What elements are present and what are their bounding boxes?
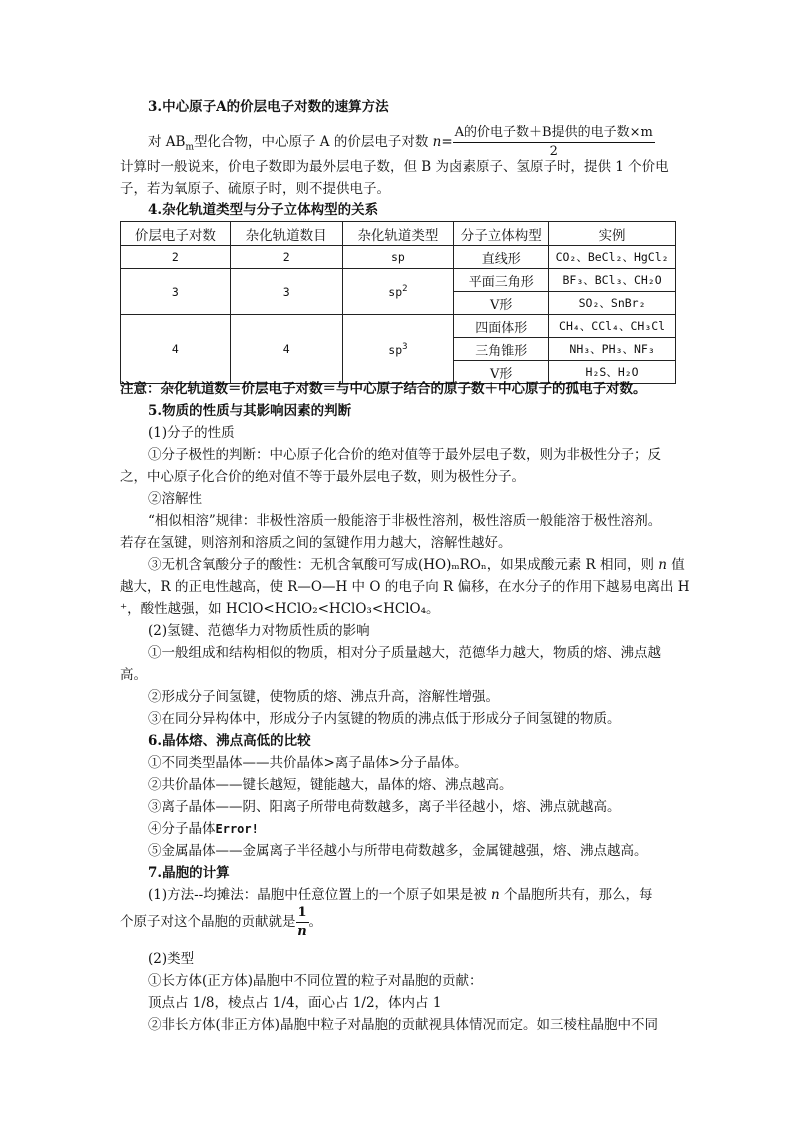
- section-5-p4c: ⁺，酸性越强，如 HClO<HClO₂<HClO₃<HClO₄。: [120, 601, 440, 617]
- formula-sub-m: m: [185, 142, 195, 153]
- section-7-t3: ②非长方体(非正方体)晶胞中粒子对晶胞的贡献视具体情况而定。如三棱柱晶胞中不同: [148, 1017, 659, 1033]
- section-7-sub-1c: 个原子对这个晶胞的贡献就是 $\frac{1}{n}$ 。: [120, 905, 323, 939]
- section-6-l2: ②共价晶体——键长越短，键能越大，晶体的熔、沸点越高。: [148, 777, 513, 793]
- formula-eq: =: [441, 134, 453, 150]
- header-pairs: 价层电子对数: [121, 222, 231, 246]
- cell-example: NH₃、PH₃、NF₃: [549, 338, 676, 361]
- section-7-t1: ①长方体(正方体)晶胞中不同位置的粒子对晶胞的贡献：: [148, 973, 483, 989]
- section-3-line-3: 子，若为氧原子、硫原子时，则不提供电子。: [120, 181, 390, 197]
- table-header-row: [121, 222, 676, 246]
- section-6-l4: ④分子晶体Error!: [148, 821, 259, 837]
- fraction-denominator: 2: [549, 144, 558, 159]
- formula-mid: 型化合物，中心原子 A 的价层电子对数: [194, 134, 433, 150]
- section-5-p1a: ①分子极性的判断：中心原子化合价的绝对值等于最外层电子数，则为非极性分子；反: [148, 447, 661, 463]
- formula-prefix: 对 AB: [148, 134, 186, 150]
- cell-pairs: 4: [121, 315, 231, 384]
- section-4-title: 4.杂化轨道类型与分子立体构型的关系: [148, 202, 379, 218]
- section-5-sub-1: (1)分子的性质: [148, 425, 235, 441]
- table-row: [121, 269, 676, 292]
- hybridization-table: [120, 221, 676, 384]
- section-5-p3b: 若存在氢键，则溶剂和溶质之间的氢键作用力越大，溶解性越好。: [120, 535, 512, 551]
- header-example: 实例: [549, 222, 676, 246]
- cell-pairs: 3: [121, 269, 231, 315]
- error-text: Error!: [215, 822, 259, 836]
- cell-type: $sp^3$: [342, 315, 454, 384]
- section-5-title: 5.物质的性质与其影响因素的判断: [148, 403, 352, 419]
- section-6-l1: ①不同类型晶体——共价晶体>离子晶体>分子晶体。: [148, 755, 468, 771]
- section-4-note: 注意：杂化轨道数＝价层电子对数＝与中心原子结合的原子数＋中心原子的孤电子对数。: [120, 381, 647, 397]
- formula-n: n: [432, 134, 442, 150]
- header-count: 杂化轨道数目: [230, 222, 342, 246]
- section-7-sub-2: (2)类型: [148, 951, 195, 967]
- cell-example: CO₂、BeCl₂、HgCl₂: [549, 246, 676, 269]
- section-5-q1b: 高。: [120, 667, 147, 683]
- table-row: [121, 246, 676, 269]
- section-6-l5: ⑤金属晶体——金属离子半径越小与所带电荷数越多，金属键越强，熔、沸点越高。: [148, 843, 648, 859]
- section-5-p1b: 之，中心原子化合价的绝对值不等于最外层电子数，则为极性分子。: [120, 469, 525, 485]
- header-type: 杂化轨道类型: [342, 222, 454, 246]
- cell-shape: 平面三角形: [454, 269, 549, 292]
- section-3-line-2: 计算时一般说来，价电子数即为最外层电子数，但 B 为卤素原子、氢原子时，提供 1 个价电: [120, 159, 669, 175]
- section-5-q2: ②形成分子间氢键，使物质的熔、沸点升高，溶解性增强。: [148, 689, 499, 705]
- table-row: [121, 315, 676, 338]
- section-5-q3: ③在同分异构体中，形成分子内氢键的物质的沸点低于形成分子间氢键的物质。: [148, 711, 621, 727]
- cell-shape: V形: [454, 361, 549, 384]
- section-5-p2: ②溶解性: [148, 491, 202, 507]
- cell-example: H₂S、H₂O: [549, 361, 676, 384]
- fraction-numerator: A的价电子数＋B提供的电子数×m: [453, 124, 655, 143]
- cell-count: 4: [230, 315, 342, 384]
- cell-pairs: 2: [121, 246, 231, 269]
- section-7-t2: 顶点占 1/8，棱点占 1/4，面心占 1/2，体内占 1: [148, 995, 442, 1011]
- section-7-sub-1a: (1)方法--均摊法：晶胞中任意位置上的一个原子如果是被 n 个晶胞所共有，那么，每: [148, 887, 653, 903]
- section-6-title: 6.晶体熔、沸点高低的比较: [148, 733, 311, 749]
- section-7-title: 7.晶胞的计算: [148, 865, 230, 881]
- cell-type: $sp^2$: [342, 269, 454, 315]
- section-6-l3: ③离子晶体——阴、阳离子所带电荷数越多，离子半径越小，熔、沸点就越高。: [148, 799, 621, 815]
- section-5-p4a: ③无机含氧酸分子的酸性：无机含氧酸可写成(HO)ₘROₙ，如果成酸元素 R 相同，则 n 值: [148, 557, 685, 573]
- cell-shape: 四面体形: [454, 315, 549, 338]
- cell-count: 3: [230, 269, 342, 315]
- header-shape: 分子立体构型: [454, 222, 549, 246]
- fraction-one-over-n: $\frac{1}{n}$: [297, 905, 307, 939]
- cell-example: CH₄、CCl₄、CH₃Cl: [549, 315, 676, 338]
- cell-count: 2: [230, 246, 342, 269]
- section-3-title: 3.中心原子A的价层电子对数的速算方法: [148, 99, 389, 115]
- cell-example: BF₃、BCl₃、CH₂O: [549, 269, 676, 292]
- section-5-q1a: ①一般组成和结构相似的物质，相对分子质量越大，范德华力越大，物质的熔、沸点越: [148, 645, 661, 661]
- section-5-p3a: “相似相溶”规律：非极性溶质一般能溶于非极性溶剂，极性溶质一般能溶于极性溶剂。: [148, 513, 662, 529]
- section-5-p4b: 越大，R 的正电性越高，使 R—O—H 中 O 的电子向 R 偏移，在水分子的作用下越易电离出 H: [120, 579, 690, 595]
- cell-shape: 三角锥形: [454, 338, 549, 361]
- section-3-formula: [148, 124, 704, 159]
- cell-type: sp: [342, 246, 454, 269]
- cell-shape: V形: [454, 292, 549, 315]
- section-5-sub-2: (2)氢键、范德华力对物质性质的影响: [148, 623, 370, 639]
- cell-shape: 直线形: [454, 246, 549, 269]
- cell-example: SO₂、SnBr₂: [549, 292, 676, 315]
